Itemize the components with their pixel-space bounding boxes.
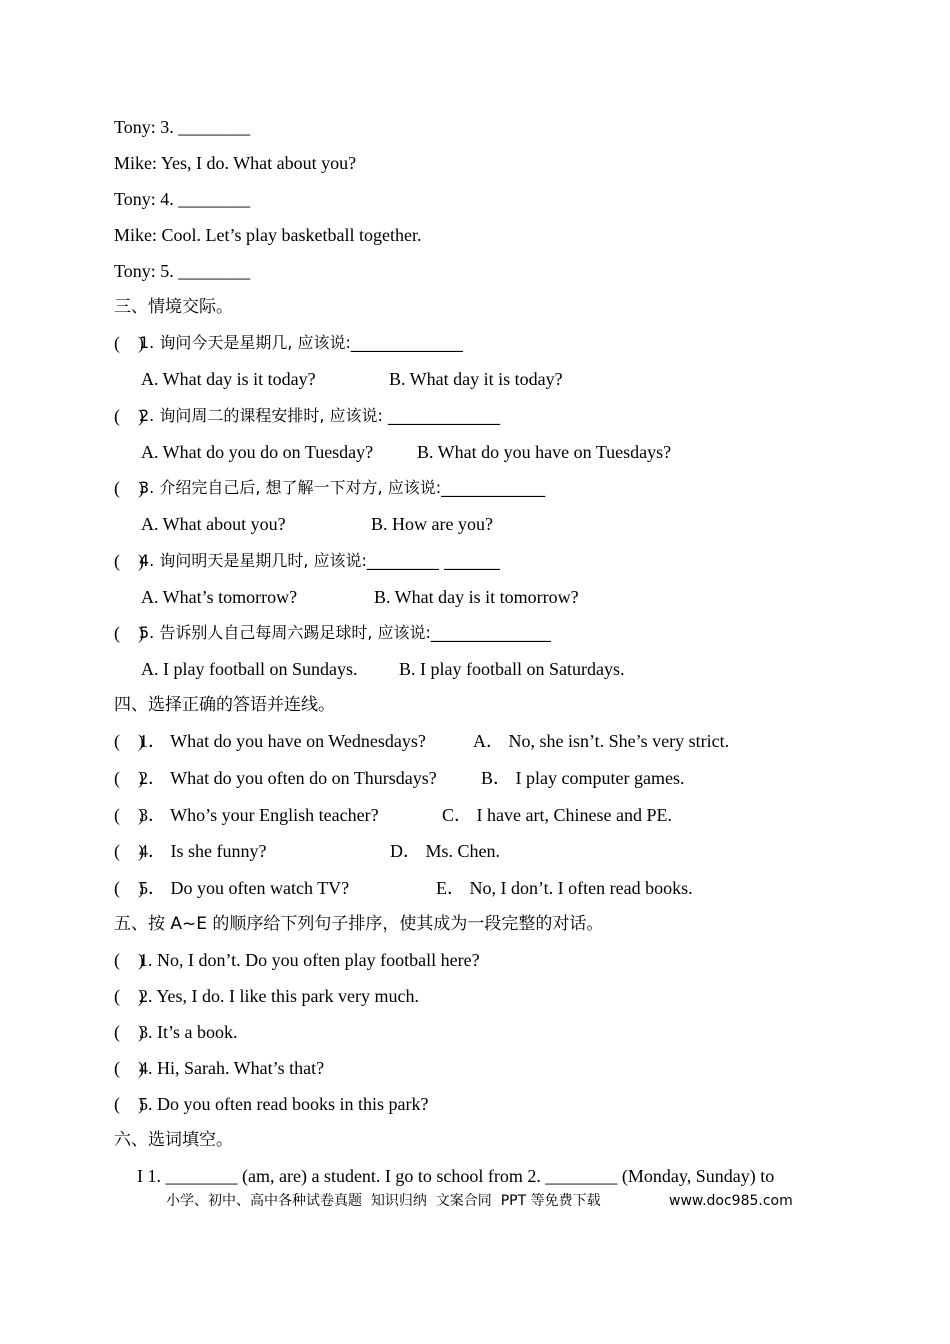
dialogue-line: Tony: 5. ________	[114, 261, 251, 281]
answer-bracket: ( )	[114, 1094, 144, 1114]
question-text: 1． What do you have on Wednesdays?	[139, 731, 426, 751]
answer-bracket: ( )	[114, 1058, 144, 1078]
question-text: 3. 介绍完自己后, 想了解一下对方, 应该说:_____________	[139, 478, 546, 497]
dialogue-line: Mike: Cool. Let’s play basketball together.	[114, 225, 422, 245]
fill-blank-line: I 1. ________ (am, are) a student. I go to school from 2. ________ (Monday, Sunday) to	[137, 1166, 775, 1186]
question-text: 2. 询问周二的课程安排时, 应该说: ______________	[139, 406, 501, 425]
answer-bracket: ( )	[114, 841, 144, 861]
answer-bracket: ( )	[114, 406, 144, 426]
answer-bracket: ( )	[114, 950, 144, 970]
option-a: A. What do you do on Tuesday?	[141, 442, 374, 462]
answer-bracket: ( )	[114, 731, 144, 751]
answer-bracket: ( )	[114, 878, 144, 898]
footer-url[interactable]: www.doc985.com	[669, 1193, 793, 1209]
answer-option: E． No, I don’t. I often read books.	[436, 878, 693, 898]
section-heading: 五、按 A~E 的顺序给下列句子排序，使其成为一段完整的对话。	[114, 914, 604, 934]
answer-bracket: ( )	[114, 478, 144, 498]
answer-option: C． I have art, Chinese and PE.	[442, 805, 672, 825]
question-text: 1. 询问今天是星期几, 应该说:______________	[139, 333, 463, 352]
dialogue-line: Tony: 4. ________	[114, 189, 251, 209]
answer-option: B． I play computer games.	[481, 768, 685, 788]
sentence-text: 5. Do you often read books in this park?	[139, 1094, 429, 1114]
option-b: B. What do you have on Tuesdays?	[417, 442, 672, 462]
sentence-text: 3. It’s a book.	[139, 1022, 238, 1042]
answer-bracket: ( )	[114, 333, 144, 353]
question-text: 4． Is she funny?	[139, 841, 267, 861]
dialogue-line: Mike: Yes, I do. What about you?	[114, 153, 357, 173]
answer-bracket: ( )	[114, 986, 144, 1006]
answer-option: D． Ms. Chen.	[390, 841, 501, 861]
dialogue-line: Tony: 3. ________	[114, 117, 251, 137]
option-b: B. What day is it tomorrow?	[374, 587, 579, 607]
section-heading: 六、选词填空。	[114, 1130, 233, 1150]
section-heading: 三、情境交际。	[114, 297, 233, 317]
answer-bracket: ( )	[114, 768, 144, 788]
answer-bracket: ( )	[114, 805, 144, 825]
sentence-text: 4. Hi, Sarah. What’s that?	[139, 1058, 325, 1078]
sentence-text: 2. Yes, I do. I like this park very much.	[139, 986, 419, 1006]
question-text: 5． Do you often watch TV?	[139, 878, 350, 898]
question-text: 2． What do you often do on Thursdays?	[139, 768, 437, 788]
question-text: 5. 告诉别人自己每周六踢足球时, 应该说:_______________	[139, 623, 551, 642]
footer-text: 小学、初中、高中各种试卷真题 知识归纳 文案合同 PPT 等免费下载	[166, 1193, 601, 1209]
question-text: 3． Who’s your English teacher?	[139, 805, 379, 825]
option-a: A. I play football on Sundays.	[141, 659, 358, 679]
answer-option: A． No, she isn’t. She’s very strict.	[473, 731, 730, 751]
option-a: A. What about you?	[141, 514, 286, 534]
question-text: 4. 询问明天是星期几时, 应该说:_________ _______	[139, 551, 501, 570]
section-heading: 四、选择正确的答语并连线。	[114, 695, 335, 715]
answer-bracket: ( )	[114, 1022, 144, 1042]
sentence-text: 1. No, I don’t. Do you often play football here?	[139, 950, 480, 970]
option-b: B. What day it is today?	[389, 369, 563, 389]
option-b: B. How are you?	[371, 514, 493, 534]
option-b: B. I play football on Saturdays.	[399, 659, 625, 679]
answer-bracket: ( )	[114, 623, 144, 643]
option-a: A. What day is it today?	[141, 369, 316, 389]
option-a: A. What’s tomorrow?	[141, 587, 298, 607]
answer-bracket: ( )	[114, 551, 144, 571]
